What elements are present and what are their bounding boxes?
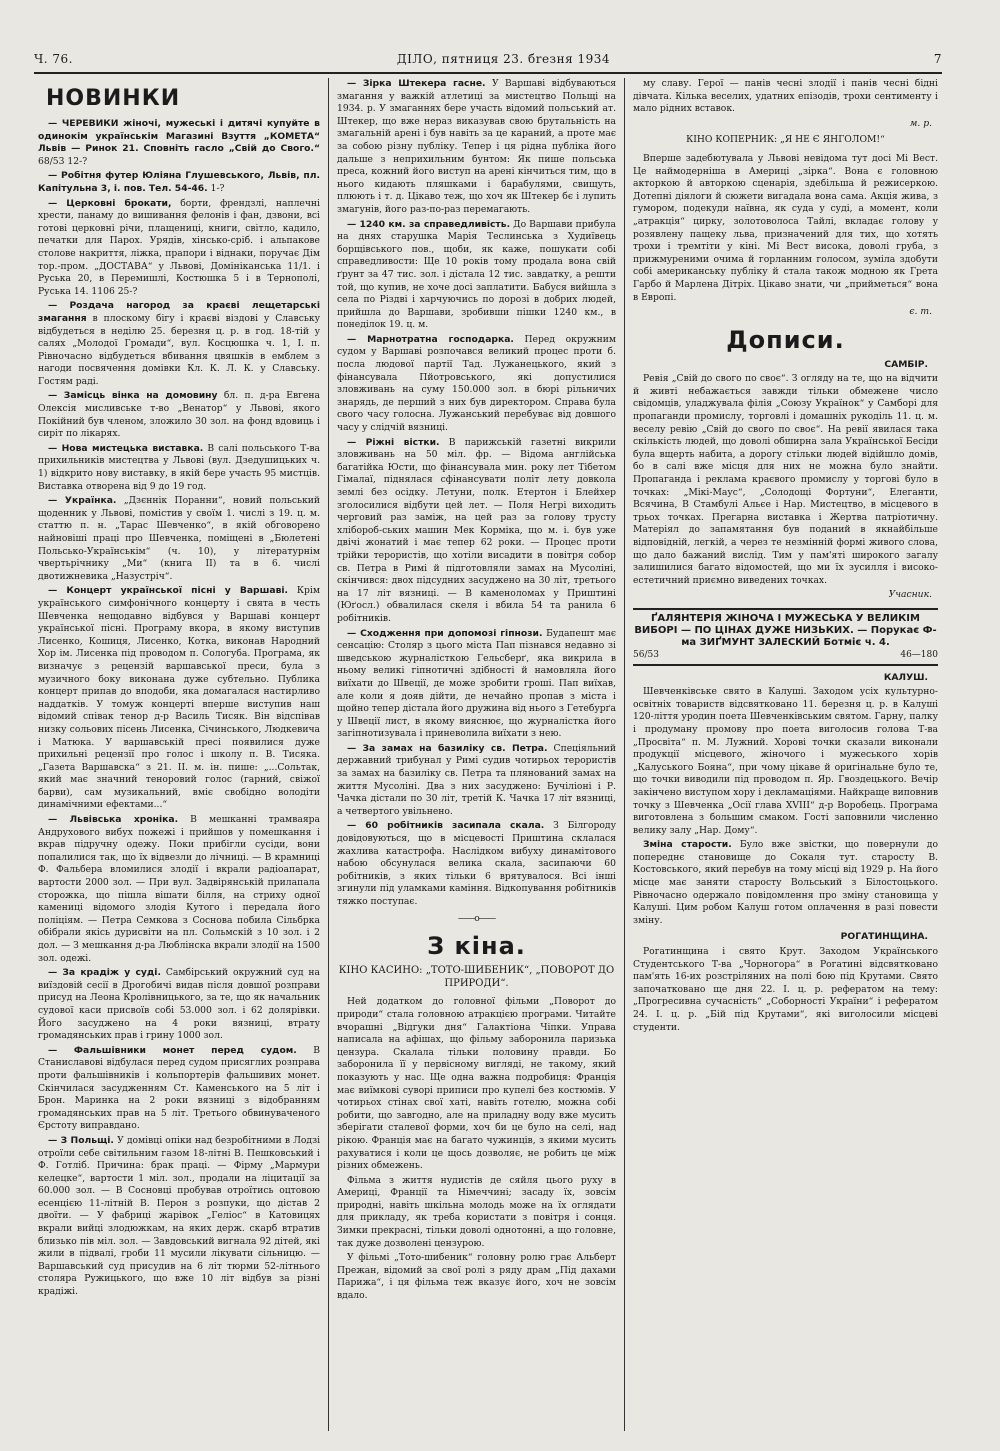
item-heading: — Львівська хроніка.: [48, 814, 179, 826]
item-body: Було вже звістки, що повернули до попереднє становище до Сокаля тут. старосту В. Костовського, який перебув на тому місці від 1929 р. На його місце має заняти старосту Вольський з Білостоцького. Рівночасно одержало повідомлення про зміну становища у Калуші. Цим робом Калуш готом оплачення в разі повести зміну.: [633, 839, 938, 926]
item-body: З Білгороду довідовуються, що в місцевості Приштина склалася жахлива катастрофа. Наслідком вибуху динамітового набою обсунулася велика скала, засипаючи 60 робітників, з яких тільки 6 врятувалося. Всі інші згинули під уламками каміння. Відкопування робітників тяжко поступає.: [337, 820, 616, 907]
news-item: [38, 198, 320, 299]
advertisement: [633, 608, 938, 666]
item-body: борти, френдзлі, наплечні хрести, панамy до вишивання фелонів і фан, дзвони, всі готові церковні річи, плащениці, книги, світло, кадило, печатки для Парох. Урядів, хінсько-сріб. і альпакове столове накриття, ліжка, прапори і віднаки, поручає Дім тор.-пром. „ДОСТАВА“ у Львові, Домініканська 11/1. і Руська 20, в Перемишлі, Костюшка 5 і в Тернополі, Руська 14. 1106 25-?: [38, 197, 320, 297]
item-body: Крім українського симфонічного концерту і свята в честь Шевченка нещодавно відбувся у Варшаві концерт української пісні. Програму вкорa, в якому виступив Лисенко, Кошиця, Лисенко, Котка, виконав Народний Хор ім. Лисенка під проводом п. Сологуба. Програма, як визначує з рецензій варшавської преси, була з музичного боку виконана дуже субтельно. Публика концерт припав до вподоби, яка домагалася настирливо наддатків. У томуж концерті вперше виступив наш відомий співак тенор д-р Василь Тисяк. Він відспівав низку сольових пісень Лисенка, Січинського, Людкевича і Матюка. У варшавській пресі появилися дуже прихильні рецензії про голос і школу п. В. Тисяка. „Газета Варшавска“ з 21. II. м. ін. пише: „...Сольтак, який має значний тенорoвий голос (гарний, свіжої барви), сам музикальний, вміє свобідно володіти динамічними ефектами...“: [38, 585, 320, 811]
signature: Учасник.: [888, 589, 932, 601]
item-heading: — 60 робітників засипала скала.: [347, 820, 545, 832]
news-item: [38, 390, 320, 440]
header-rule: [34, 72, 942, 74]
item-body: До Варшави прибула на днях старушка Марія Теслинська з Худиївець борщівського пов., щоби, як каже, пошукати собі справедливости: Ще 10 років тому продала вона свій ґрунт за 47 тис. зол. і дістала 12 тис. завдатку, а решти той, що купив, не хоче досі заплатити. Бабуся вийшла з села по Різдві і харчуючись по дорозі в добрих людей, прийшла до Варшави, зробивши пішки 1240 км., в понеділок 19. ц. м.: [337, 218, 617, 331]
signature: м. р.: [909, 117, 932, 129]
item-body: У домівці опіки над безробітними в Лодзі отроїли себе світильним газом 18-літні В. Пешковський і Ф. Готліб. Причина: брак праці. — Фірму „Мармури келецке“, вартости 1 міл. зол., продали на ліцитації за 60.000 зол. — В Сосновці пробував отроїтись оцтовою есенцією 11-літній В. Перон з розпуки, що дістав 2 двоїти. — У фабриці жарівок „Геліос“ в Катовицях вкрали вийці злодюжкам, на яких держ. скарб втратив близько пів міл. зол. — Завдовський вигнала 92 дітей, які жили в підвалі, гроби 11 мусили лікувати сільницю. — Варшавський суд присудив на 6 літ тюрми 52-літнього столяра Ружицького, що вже 10 літ вiдбув за різні крадіжі.: [38, 1134, 321, 1298]
item-heading: — Марнотратна господарка.: [347, 333, 514, 345]
columns: [34, 78, 942, 1431]
news-item: [337, 743, 616, 819]
item-heading: — Зірка Штекера гасне.: [347, 78, 486, 89]
news-item: [633, 839, 938, 927]
item-heading: — За замах на базиліку св. Петра.: [347, 742, 548, 754]
film-review: [337, 996, 616, 1302]
film-subtitle: КІНО КАСИНО: „ТОТО-ШИБЕНИК“, „ПОВОРОТ ДО ПРИРОДИ“.: [338, 965, 615, 989]
masthead-line: ДІЛО, пятниця 23. бreзня 1934: [396, 52, 611, 66]
film-review-end: му славу. Герої — панів чесні злодії і панів чесні бідні дівчата. Кілька веселих, удатних епізодів, трохи сентименту і мало рідних вставок.: [633, 78, 938, 115]
item-body: Будапешт має сенсацію: Столяр з цього міста Пап пізнався недавно зі шведською журналісткою Гельсберґ, яка викрила в ньому великі гіпнотичні здібності й намовляла його виїхати до Швеції, де може зробити гроші. Пап виїхав, але коли я дояв дійти, де нечайно пропав з міста і щойно тепер дістала його дружина від нього з Гетебурґа у Швеції лист, в якому вияснює, що журналістка його загіпнотизувала і приневолила виїхати з нею.: [337, 627, 617, 740]
divider: ——o——: [457, 912, 496, 924]
item-body: В Станиславові відбулася перед судом присяглих розправа проти фальшівників і кольпортерів фальшивих монет. Скінчилася засудженням Ст. Каменського на 5 літ і Брон. Маринка на 2 роки вязниці з відобранням громадянських прав на 5 літ. Третього обвинуваченого Єрстоту виправдано.: [38, 1044, 321, 1132]
dateline-rohatyn: РОГАТИНЩИНА.: [840, 931, 928, 943]
film-paragraph: У фільмі „Тото-шибеник“ головну ролю грає Альберт Прежан, відомий за свої ролі з ряду драм „Під дахами Парижа“, і ця фільма теж вказує його, хоч не зовсім вдало.: [337, 1252, 616, 1302]
item-heading: — Роздача нагород за краєві лещетарські змагання: [38, 300, 320, 324]
film-paragraph: Фільма з життя нудистів де сяйля цього руху в Америці, Франції та Німеччині; засаду їх, зовсім природні, навіть шкільна молодь може на їх оглядати для прикладу, як треба користати з повітря і сонця. Зимки прекрасні, тільки доволі однотонні, а що головне, так дуже дозволені цензурою.: [337, 1174, 616, 1249]
item-body: Перед окружним судом у Варшаві розпочався великий процес проти б. посла людової партії Тад. Лужанецького, який з фінансувала Пйотровського, які допустилися зловживань на суму 150.000 зол. в бюрі рільничих знарядь, де перший з них був директором. Справа була свого часу голосна. Лужанський перебуває від довшого часу у слідчій вязниці.: [337, 333, 617, 434]
film2-text: Вперше задебютувала у Львові невідома тут досі Мі Вест. Це наймодерніша в Америці „зірка“. Вона є головною акторкою й авторкою сценарія, здебільша й режисеркою. Дотепні діялоги й сюжети вигадала вона сама. Акція жива, з гумором, подекуди наївна, як суда у суді, а момент, коли „атракція“ цирку, золотоволоса Тайлі, вкладає голову у розявлену пащеку льва, призначений для тих, що хотять трохи і тремтіти у кіні. Мі Вест висока, доволі груба, з прижмуреними очима й горланним голосом, зуміла здобути собі американську публіку й стала також модною як Грета Гарбо й Марлена Дітріх. Цікаво знати, чи „прийметься“ вона в Европі.: [633, 152, 938, 303]
item-heading: — Нова мистецька виставка.: [48, 442, 204, 454]
item-body: В парижській газетні викрили зловживань на 50 міл. фр. — Відома англійська багатійка Юсти, що фінансувала мин. року лет Тібетом Гімалаї, піднялася сфінансувати політ лету довкола землі без осідку. Летуни, полк. Етертон і Блейхер зголосилися відбути цей лет. — Поля Негрі виходить черговий раз заміж, на цей раз за голову трусту хлібороб-ських машин Мек Корміка, що м. і. був уже двічі жонатий і має тепер 62 роки. — Процес проти трійки терористів, що хотіли висадити в повітря собор св. Петра в Римі й підготовляли замах на Мусоліні, скінчився: двох підсудних засуджено на 30 літ, третього на 17 літ вязниці. — В каменоломах у Приштині (Юґосл.) обвалилася скеля і вбила 54 та ранила 6 робітників.: [337, 436, 616, 624]
item-body: Спеціяльний державний трибунал у Римі судив чотирьох терористів за замах на базиліку св. Петра та плянований замах на життя Мусоліні. Два з них засуджено: Бучіліоні і Р. Чачка дістали по 30 літ, третій К. Чачка 17 літ вязниці, а четвертого увільнено.: [337, 742, 616, 817]
item-heading: — 1240 км. за справедливість.: [347, 218, 511, 230]
news-item: [337, 78, 616, 217]
film-paragraph: Ней додатком до головної фільми „Поворот до природи“ стала головною атракцією програми. Читайте вчорашні „Відгуки дня“ Галактіона Чіпки. Управа написала на афішах, що фільму заборонила паризька цензура. Скалала тільки половину правди. Бо заборонила її у первісному виглядi, не такому, який показують у нас. Ще одна важна подробиця: Франція має виїмкові суворі приписи про купелі без костюмів. У чотирьох стінах свої хаті, навіть готелю, можна собі робити, що завгодно, але на приладну воду вже мусить зберігати сталевої форми, хоч би це було на селі, над рікою. Франція має на багато чужинців, з якими мусить рахуватися і коли це щось дозволяє, не робить це між різних обмежень.: [337, 996, 616, 1172]
ad-footer: [633, 649, 938, 662]
item-body: 68/53 12-?: [38, 155, 88, 167]
page-number: 7: [933, 52, 942, 66]
rohatyn-text: Рогатинщина і свято Крут. Заходом Українського Студентського Т-ва „Чорногора“ в Рогатині відсвятковано пам'ять 16-их розстріляних на полі бою під Крутами. Свято започатковано ще дня 22. I. ц. р. рефератом на тему: „Прогресивна сучасність“ „Соборності України“ і рефератом 24. I. ц. р. „Бій під Крутами“, які виголосили місцеві студенти.: [633, 946, 938, 1033]
item-heading: — Фальшівники монет перед судом.: [48, 1044, 297, 1056]
item-heading: — Сходження при допомозі гіпнози.: [347, 627, 543, 639]
dateline-kalush: КАЛУШ.: [883, 671, 928, 683]
column-3: [625, 78, 942, 1431]
item-heading: — Замісць вінка на домовину: [48, 390, 218, 402]
news-list-2: [337, 78, 616, 909]
signature: є. т.: [909, 306, 932, 318]
column-2: [329, 78, 625, 1431]
dateline-sambir: САМБІР.: [884, 358, 928, 370]
item-heading: — З Польщі.: [48, 1134, 114, 1146]
section-title-dopysy: Дописи.: [726, 325, 845, 354]
film2-title: КІНО КОПЕРНИК: „Я НЕ Є ЯНГОЛОМ!“: [686, 134, 885, 146]
news-item: [337, 628, 616, 741]
item-body: В мешканні трамваяра Андрухового вибух пожежі і прийшов у помешкання і вкрав підручну одежу. Поки прибігли сусіди, вони попалилися так, що їх відвезли до лічниці. — В крамниці Ф. Фальбера вломилися злодії і вкрали радіоапарат, вартости 2000 зол. — При вул. Задвірянській прилапала сторожка, що пішла вішати білля, на стриху одної камениці відомого злодія Кутого і передала його поліціям. — Петра Семкова з Соснова побила Сільбрка обібрали якісь дурисвіти на пл. Сольмскій з 10 зол. і 2 дол. — З мешкання д-ра Люблінскa вкрали злодії на 1500 зол. одежі.: [38, 814, 321, 964]
news-item: [337, 334, 616, 435]
kalush-text: Шевченківське свято в Калуші. Заходом усіх культурно-освітніх товариств відсвятковано 11. березня ц. р. в Калуші 120-ліття уродин поета Шевченківським святом. Гарну, палку і продуману промову про поета виголосив голова Т-ва „Просвіта“ п. М. Лужний. Хорові точки сказали виконали продукції місцевого, жіночого і мужеського хорів „Калуського Бояна“, при чому цікаве й оригінальне було те, що точки виводили під проводом п. Яр. Гвоздецького. Вечір закінчено виступом хору і декламаціями. Найкраще виповнив точку з Шевченка „Осії глава XVIII“ д-р Воробець. Програма виготовлена з большим смаком. Гості заповнили численно велику залу „Нар. Дому“.: [633, 686, 938, 836]
item-heading: — Церковні брокати,: [48, 197, 172, 209]
page-header: [34, 48, 942, 70]
news-item: [38, 1045, 320, 1133]
news-item: [38, 300, 320, 388]
item-body: 1-?: [210, 182, 225, 194]
item-heading: — Робітня футер Юліяна Глушевського, Львів, пл. Капітульна 3, і. пов. Тел. 54-46.: [38, 170, 320, 194]
sambir-text: Ревія „Свій до свого по своє“. З огляду на те, що на відчити й живті небажається завжди тільки обмежене число свідомців, уладжувала філія „Союзу Українок“ у Самборі для пропаганди промислу, торговлі і домашніх рукоділь 11. ц. м. веселу ревію „Свій до свого по своє“. На ревії явилася така скількість людей, що доволі обширна зала Української Бесіди була вщерть набита, а дорогу стільки людей відійшло домів, бо в салі вже місця для них не можна було знайти. Пропаганда і реклама краєвого промислу у торгові було в точках: „Мікі-Маус“, „Солодощі Фортуни“, Елеганти, Всячина, В Стамбулі Альєе і Нар. Мистецтво, в місцевого в трьох точках. Прегарна виставка і Жертва патріотичну. Матеріял до запамятання був поданий в якнайбільше відповідній, легкій, а через те незмінній формі живого слова, що дало бажаний вислід. Тим у пам'яті широкого загалу залишилися багато відомостей, що ми їх зусилля і високо-естетичний приємно виведених точках.: [633, 373, 938, 586]
news-list: [38, 118, 320, 1299]
item-heading: — Концерт української пісні у Варшаві.: [48, 585, 289, 597]
item-heading: — ЧЕРЕВИКИ жіночі, мужеські і дитячі купуйте в одинокім українськім Магазині Взуття „КОМЕТА“ Львів — Ринок 21. Сповніть гасло „Свій до Свого.“: [38, 118, 320, 155]
news-item: [38, 967, 320, 1043]
section-title-novynky: НОВИНКИ: [46, 86, 181, 111]
item-body: бл. п. д-ра Евгена Олексія мисливське т-во „Венатор“ у Львові, якого Покійний був членом, зложило 30 зол. на фонд вдовиць і сиріт по лікарях.: [38, 390, 320, 440]
ad-text: ҐАЛЯНТЕРІЯ ЖІНОЧА І МУЖЕСЬКА У ВЕЛИКІМ ВИБОРІ — ПО ЦІНАХ ДУЖЕ НИЗЬКИХ. — Порукає Ф-ма ЗИҐМУНТ ЗАЛЕСКИЙ Ботміє ч. 4.: [634, 612, 937, 648]
column-1: [34, 78, 329, 1431]
item-heading: — Українка.: [48, 495, 117, 507]
news-item: [38, 443, 320, 493]
news-item: [38, 170, 320, 195]
news-item: [337, 219, 616, 332]
item-body: „Дзєннік Поранни“, новий польський щоденник у Львові, помістив у своїм 1. числі з 19. ц. м. статтю п. н. „Тарас Шевченко“, в якій обговорено найновіші праці про Шевченка, поміщені в „Бюлетені Польсько-Українськім“ (ч. 10), у літературнім чвертьрічнику „Ми“ (книга II) та в 6. числі двотижневика „Назустріч“.: [38, 495, 320, 582]
item-heading: — За крадіж у суді.: [48, 967, 161, 979]
item-body: В салі польського Т-ва прихильників мистецтва у Львові (вул. Дзедушицьких ч. 1) відкрито нову виставку, в якій бере участь 95 мистців. Виставка отворена від 9 до 19 год.: [38, 442, 321, 492]
issue-number: Ч. 76.: [34, 52, 73, 66]
ad-code-right: 46—180: [900, 649, 938, 660]
ad-code-left: 56/53: [633, 649, 659, 660]
section-title-kino: З кіна.: [427, 932, 526, 961]
news-item: [337, 820, 616, 908]
item-body: в плоскому бігу і краєві віздові у Славську відбудеться в неділю 25. березня ц. р. в год. 18-тій у салях „Молодої Громади“, вул. Косцюшка ч. 1, I. п. Рівночасно відбудеться вбивання цвяшків в емблем з нагоди посвячення домівки Кл. К. Л. К. у Славську. Гостям раді.: [38, 312, 321, 387]
news-item: [38, 585, 320, 812]
news-item: [38, 1135, 320, 1299]
news-item: [337, 437, 616, 626]
item-heading: — Ріжні вістки.: [347, 436, 440, 448]
news-item: [38, 118, 320, 168]
item-body: Самбірський окружний суд на виїздовій сесії в Дрогобичі видав після довшої розправи присуд на Леона Кролівницького, за те, що як начальник судової каси присвоїв собі 53.000 зол. і 62 долярівки. Його засуджено на 4 роки вязниці, втрату громадянських прав і грину 1000 зол.: [38, 967, 321, 1042]
news-item: [38, 814, 320, 965]
item-heading: Зміна старости.: [643, 839, 732, 851]
item-body: У Варшаві відбуваються змагання у важкій атлетиці за мистецтво Польщі на 1934. р. У змаганнях бере участь відомий польський ат. Штекер, що вже нераз виказував свою брутальність на змагальній арені і був навіть за це караний, а проте має за собою різну публіку. Тепер і ця рідна публіка його дальше з неприхильним бунтом: Як пише польська преса, кожний його виступ на арені кінчиться тим, що в нього кидають пляшками і барабулями, свищуть, плюють і т. д. Цікаво теж, що хоч як Штекер бє і лупить змагунів, його раз-по-раз перемагають.: [337, 78, 617, 215]
news-item: [38, 495, 320, 583]
